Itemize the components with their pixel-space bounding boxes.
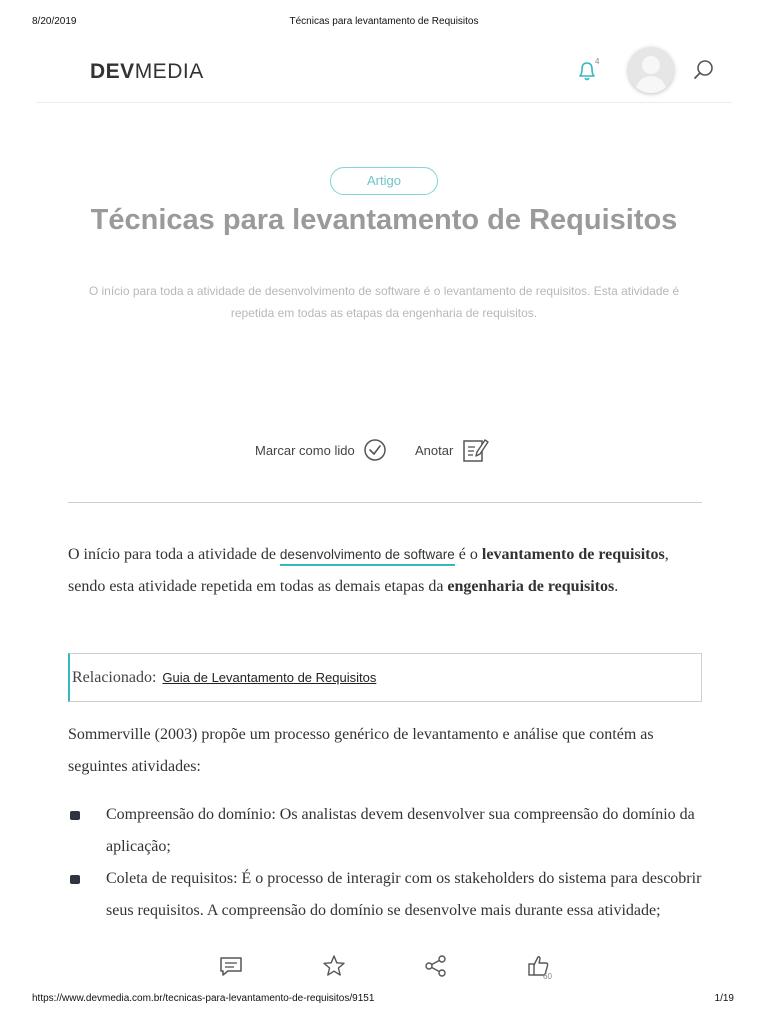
print-footer <box>0 993 768 1009</box>
share-icon[interactable] <box>423 953 449 979</box>
logo-media: MEDIA <box>134 60 204 83</box>
mark-read-label: Marcar como lido <box>255 442 355 458</box>
intro-bold-2: engenharia de requisitos <box>447 578 615 595</box>
bullet-icon <box>70 875 80 884</box>
comment-icon[interactable] <box>218 953 244 979</box>
divider <box>68 502 702 503</box>
bullet-icon <box>70 811 80 820</box>
intro-text-2: é o <box>454 546 482 563</box>
intro-text-4: . <box>614 578 619 595</box>
list-item-text: Compreensão do domínio: Os analistas devem desenvolver sua compreensão do domínio da aplicação; <box>106 806 695 855</box>
note-edit-icon <box>461 436 489 464</box>
star-icon[interactable] <box>321 953 347 979</box>
logo-dev: DEV <box>90 60 135 83</box>
software-development-link[interactable]: desenvolvimento de software <box>280 547 455 566</box>
like-count: 60 <box>543 972 552 981</box>
intro-bold-1: levantamento de requisitos <box>481 546 665 563</box>
print-title: Técnicas para levantamento de Requisitos <box>289 16 479 27</box>
avatar-silhouette-icon <box>628 47 674 93</box>
site-header <box>36 40 732 103</box>
list-item <box>68 863 708 927</box>
annotate-button[interactable] <box>415 436 489 464</box>
annotate-label: Anotar <box>415 442 454 458</box>
activity-list <box>68 799 708 927</box>
article-tag[interactable]: Artigo <box>330 167 438 195</box>
article-title: Técnicas para levantamento de Requisitos <box>90 204 678 236</box>
print-header <box>0 16 768 32</box>
list-item-text: Coleta de requisitos: É o processo de interagir com os stakeholders do sistema para descobrir seus requisitos. A compreensão do domínio se desenvolve mais durante essa atividade; <box>106 870 702 919</box>
avatar[interactable] <box>628 47 674 93</box>
mark-read-button[interactable] <box>255 436 387 464</box>
article-subtitle: O início para toda a atividade de desenvolvimento de software é o levantamento de requisitos. Esta atividade é repetida em todas as etapas da engenharia de requisitos. <box>88 284 680 320</box>
intro-paragraph <box>68 539 708 603</box>
check-circle-icon <box>363 438 387 462</box>
related-box <box>68 653 702 702</box>
print-page-number: 1/19 <box>714 993 734 1004</box>
related-label: Relacionado: <box>72 668 157 686</box>
intro-text-1: O início para toda a atividade de <box>68 546 280 563</box>
bottom-action-bar <box>38 940 732 992</box>
intro-text-3: , sendo esta atividade repetida em todas as demais etapas da <box>68 546 669 595</box>
article-actions <box>0 436 768 464</box>
list-item <box>68 799 708 863</box>
sommerville-paragraph: Sommerville (2003) propõe um processo genérico de levantamento e análise que contém as seguintes atividades: <box>68 726 654 775</box>
related-link[interactable]: Guia de Levantamento de Requisitos <box>162 670 377 685</box>
print-url: https://www.devmedia.com.br/tecnicas-para-levantamento-de-requisitos/9151 <box>32 993 375 1004</box>
search-icon[interactable] <box>692 58 716 82</box>
print-date: 8/20/2019 <box>32 16 77 27</box>
notification-count: 4 <box>595 57 600 66</box>
devmedia-logo[interactable] <box>90 60 204 84</box>
